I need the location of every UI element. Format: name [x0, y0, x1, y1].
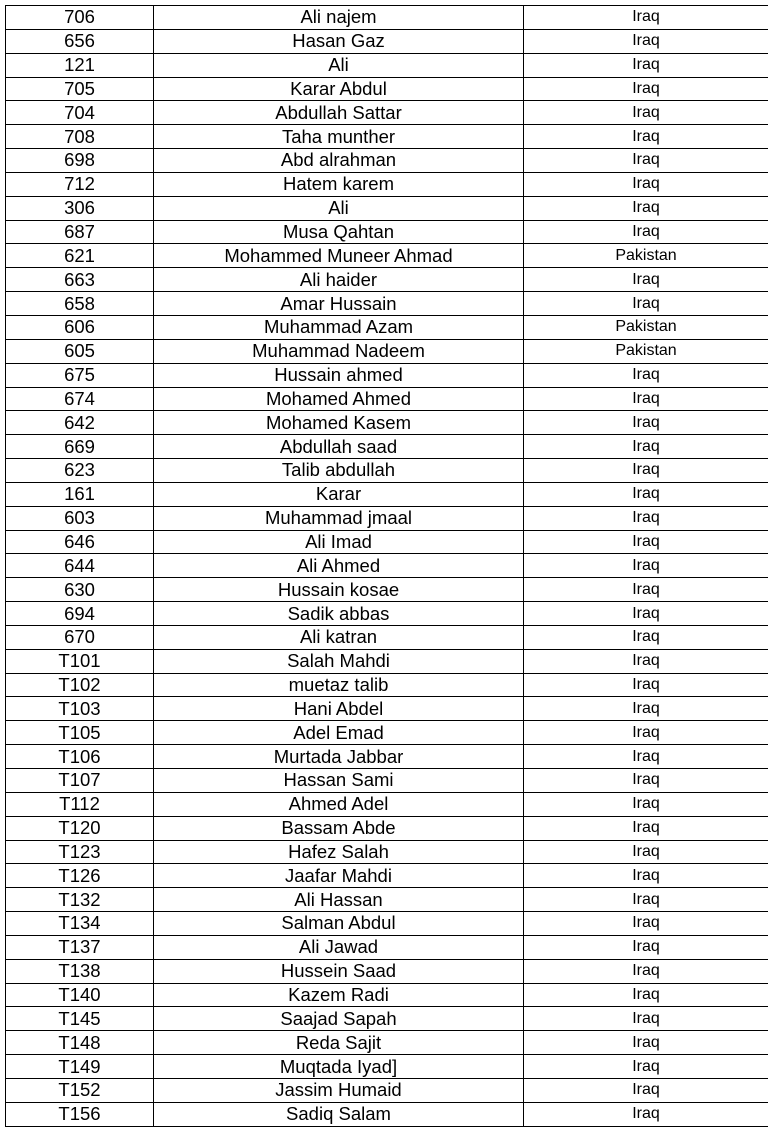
cell-name: Ali: [154, 196, 524, 220]
cell-name: Sadiq Salam: [154, 1102, 524, 1126]
cell-name: Ali Jawad: [154, 935, 524, 959]
cell-id: T123: [6, 840, 154, 864]
cell-name: Karar: [154, 482, 524, 506]
cell-name: Ahmed Adel: [154, 792, 524, 816]
cell-name: Ali Ahmed: [154, 554, 524, 578]
cell-name: Salah Mahdi: [154, 649, 524, 673]
table-row: [6, 554, 768, 578]
table-row: [6, 983, 768, 1007]
cell-country: Iraq: [524, 29, 768, 53]
cell-id: 670: [6, 625, 154, 649]
cell-country: Iraq: [524, 602, 768, 626]
cell-id: T134: [6, 912, 154, 936]
cell-id: T126: [6, 864, 154, 888]
table-row: [6, 673, 768, 697]
table-row: [6, 268, 768, 292]
cell-id: T103: [6, 697, 154, 721]
table-row: [6, 196, 768, 220]
cell-country: Pakistan: [524, 315, 768, 339]
cell-id: T107: [6, 769, 154, 793]
cell-name: Jassim Humaid: [154, 1078, 524, 1102]
cell-id: 642: [6, 411, 154, 435]
table-row: [6, 172, 768, 196]
table-row: [6, 745, 768, 769]
cell-id: T102: [6, 673, 154, 697]
cell-name: Salman Abdul: [154, 912, 524, 936]
cell-name: Talib abdullah: [154, 459, 524, 483]
cell-id: T101: [6, 649, 154, 673]
cell-id: 698: [6, 149, 154, 173]
cell-name: Taha munther: [154, 125, 524, 149]
participants-table: [5, 5, 768, 1127]
cell-name: Sadik abbas: [154, 602, 524, 626]
cell-country: Iraq: [524, 721, 768, 745]
cell-name: Ali: [154, 53, 524, 77]
cell-country: Iraq: [524, 888, 768, 912]
cell-id: 712: [6, 172, 154, 196]
cell-country: Iraq: [524, 935, 768, 959]
table-row: [6, 459, 768, 483]
cell-name: Hasan Gaz: [154, 29, 524, 53]
cell-country: Iraq: [524, 506, 768, 530]
table-body: [6, 6, 768, 1127]
cell-country: Iraq: [524, 387, 768, 411]
cell-name: Mohamed Kasem: [154, 411, 524, 435]
cell-id: T145: [6, 1007, 154, 1031]
cell-country: Iraq: [524, 792, 768, 816]
cell-country: Iraq: [524, 625, 768, 649]
table-row: [6, 220, 768, 244]
cell-id: T140: [6, 983, 154, 1007]
cell-country: Iraq: [524, 697, 768, 721]
cell-name: Muhammad Azam: [154, 315, 524, 339]
cell-name: Bassam Abde: [154, 816, 524, 840]
cell-country: Iraq: [524, 578, 768, 602]
cell-name: Amar Hussain: [154, 292, 524, 316]
table-row: [6, 935, 768, 959]
cell-id: 687: [6, 220, 154, 244]
cell-name: Hussain ahmed: [154, 363, 524, 387]
cell-name: Abdullah Sattar: [154, 101, 524, 125]
table-row: [6, 864, 768, 888]
cell-country: Iraq: [524, 1007, 768, 1031]
table-row: [6, 1007, 768, 1031]
cell-country: Pakistan: [524, 339, 768, 363]
cell-id: T152: [6, 1078, 154, 1102]
cell-id: 694: [6, 602, 154, 626]
cell-name: Ali najem: [154, 6, 524, 30]
table-row: [6, 816, 768, 840]
table-row: [6, 649, 768, 673]
cell-id: 606: [6, 315, 154, 339]
cell-id: T120: [6, 816, 154, 840]
cell-country: Iraq: [524, 864, 768, 888]
cell-id: T105: [6, 721, 154, 745]
cell-id: 161: [6, 482, 154, 506]
table-row: [6, 77, 768, 101]
cell-name: Musa Qahtan: [154, 220, 524, 244]
cell-country: Iraq: [524, 268, 768, 292]
cell-country: Iraq: [524, 1031, 768, 1055]
cell-id: 675: [6, 363, 154, 387]
table-row: [6, 769, 768, 793]
table-row: [6, 339, 768, 363]
cell-id: 623: [6, 459, 154, 483]
table-row: [6, 530, 768, 554]
table-row: [6, 1078, 768, 1102]
cell-id: 663: [6, 268, 154, 292]
table-row: [6, 244, 768, 268]
table-row: [6, 29, 768, 53]
table-row: [6, 578, 768, 602]
cell-country: Iraq: [524, 101, 768, 125]
table-row: [6, 6, 768, 30]
cell-name: Jaafar Mahdi: [154, 864, 524, 888]
cell-country: Pakistan: [524, 244, 768, 268]
cell-name: Muhammad jmaal: [154, 506, 524, 530]
table-row: [6, 125, 768, 149]
table-row: [6, 387, 768, 411]
cell-name: Ali Hassan: [154, 888, 524, 912]
cell-name: Muhammad Nadeem: [154, 339, 524, 363]
cell-id: T106: [6, 745, 154, 769]
cell-country: Iraq: [524, 912, 768, 936]
cell-name: Adel Emad: [154, 721, 524, 745]
table-row: [6, 721, 768, 745]
table-row: [6, 53, 768, 77]
cell-id: 708: [6, 125, 154, 149]
table-row: [6, 506, 768, 530]
cell-name: Hani Abdel: [154, 697, 524, 721]
cell-name: Hussain kosae: [154, 578, 524, 602]
cell-name: Abd alrahman: [154, 149, 524, 173]
table-row: [6, 149, 768, 173]
cell-name: Reda Sajit: [154, 1031, 524, 1055]
cell-country: Iraq: [524, 983, 768, 1007]
cell-country: Iraq: [524, 435, 768, 459]
cell-name: Hussein Saad: [154, 959, 524, 983]
cell-name: Murtada Jabbar: [154, 745, 524, 769]
table-row: [6, 1055, 768, 1079]
cell-id: T132: [6, 888, 154, 912]
cell-country: Iraq: [524, 1102, 768, 1126]
cell-country: Iraq: [524, 363, 768, 387]
cell-id: 605: [6, 339, 154, 363]
table-row: [6, 625, 768, 649]
cell-id: T137: [6, 935, 154, 959]
table-row: [6, 315, 768, 339]
cell-id: 656: [6, 29, 154, 53]
cell-country: Iraq: [524, 554, 768, 578]
table-row: [6, 101, 768, 125]
cell-country: Iraq: [524, 840, 768, 864]
table-row: [6, 363, 768, 387]
cell-country: Iraq: [524, 816, 768, 840]
table-row: [6, 411, 768, 435]
cell-name: Ali Imad: [154, 530, 524, 554]
table-row: [6, 1102, 768, 1126]
cell-country: Iraq: [524, 482, 768, 506]
cell-name: Kazem Radi: [154, 983, 524, 1007]
cell-id: 669: [6, 435, 154, 459]
cell-id: 658: [6, 292, 154, 316]
table-row: [6, 888, 768, 912]
table-row: [6, 959, 768, 983]
cell-country: Iraq: [524, 745, 768, 769]
cell-country: Iraq: [524, 1078, 768, 1102]
cell-country: Iraq: [524, 292, 768, 316]
cell-country: Iraq: [524, 1055, 768, 1079]
cell-id: T149: [6, 1055, 154, 1079]
cell-country: Iraq: [524, 769, 768, 793]
table-row: [6, 602, 768, 626]
cell-name: Hafez Salah: [154, 840, 524, 864]
table-row: [6, 792, 768, 816]
cell-name: Abdullah saad: [154, 435, 524, 459]
cell-id: T112: [6, 792, 154, 816]
cell-id: T156: [6, 1102, 154, 1126]
cell-country: Iraq: [524, 673, 768, 697]
cell-country: Iraq: [524, 196, 768, 220]
cell-country: Iraq: [524, 172, 768, 196]
cell-id: T138: [6, 959, 154, 983]
cell-country: Iraq: [524, 459, 768, 483]
table-row: [6, 697, 768, 721]
cell-id: 621: [6, 244, 154, 268]
cell-id: 646: [6, 530, 154, 554]
cell-id: 306: [6, 196, 154, 220]
cell-country: Iraq: [524, 649, 768, 673]
cell-id: 704: [6, 101, 154, 125]
cell-id: 644: [6, 554, 154, 578]
cell-name: Ali haider: [154, 268, 524, 292]
cell-country: Iraq: [524, 411, 768, 435]
cell-id: 121: [6, 53, 154, 77]
table-row: [6, 912, 768, 936]
cell-id: 706: [6, 6, 154, 30]
cell-country: Iraq: [524, 149, 768, 173]
cell-country: Iraq: [524, 530, 768, 554]
cell-name: Ali katran: [154, 625, 524, 649]
table-row: [6, 482, 768, 506]
table-row: [6, 435, 768, 459]
cell-id: T148: [6, 1031, 154, 1055]
cell-id: 603: [6, 506, 154, 530]
cell-name: Karar Abdul: [154, 77, 524, 101]
table-row: [6, 1031, 768, 1055]
document-page: [5, 5, 768, 1127]
cell-id: 705: [6, 77, 154, 101]
cell-name: muetaz talib: [154, 673, 524, 697]
cell-name: Mohammed Muneer Ahmad: [154, 244, 524, 268]
cell-country: Iraq: [524, 125, 768, 149]
cell-country: Iraq: [524, 6, 768, 30]
cell-id: 674: [6, 387, 154, 411]
cell-name: Hatem karem: [154, 172, 524, 196]
cell-name: Hassan Sami: [154, 769, 524, 793]
cell-id: 630: [6, 578, 154, 602]
cell-country: Iraq: [524, 77, 768, 101]
cell-name: Muqtada Iyad]: [154, 1055, 524, 1079]
table-row: [6, 840, 768, 864]
cell-country: Iraq: [524, 53, 768, 77]
table-row: [6, 292, 768, 316]
cell-country: Iraq: [524, 220, 768, 244]
cell-name: Mohamed Ahmed: [154, 387, 524, 411]
cell-name: Saajad Sapah: [154, 1007, 524, 1031]
cell-country: Iraq: [524, 959, 768, 983]
